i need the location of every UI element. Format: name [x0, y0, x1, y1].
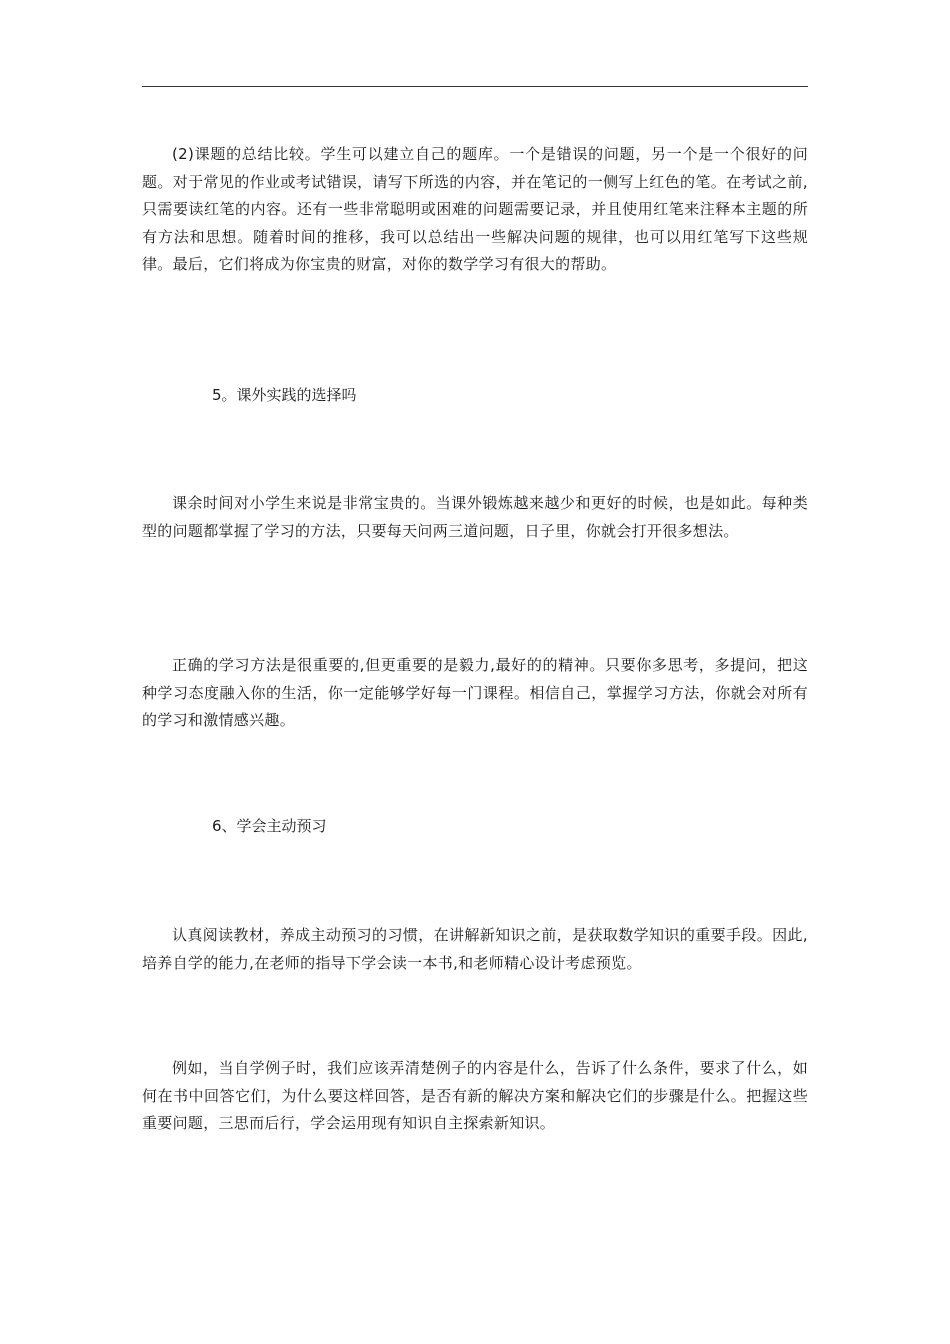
section-heading-6: 6、学会主动预习 [212, 817, 327, 835]
paragraph-summary-comparison: (2)课题的总结比较。学生可以建立自己的题库。一个是错误的问题，另一个是一个很好的问题。对于常见的作业或考试错误，请写下所选的内容，并在笔记的一侧写上红色的笔。在考试之前,只需要读红笔的内容。还有一些非常聪明或困难的问题需要记录，并且使用红笔来注释本主题的所有方法和思想。随着时间的推移，我可以总结出一些解决问题的规律，也可以用红笔写下这些规律。最后，它们将成为你宝贵的财富，对你的数学学习有很大的帮助。 [142, 145, 808, 273]
header-rule [142, 86, 808, 87]
paragraph-example-study: 例如，当自学例子时，我们应该弄清楚例子的内容是什么，告诉了什么条件，要求了什么，如何在书中回答它们，为什么要这样回答，是否有新的解决方案和解决它们的步骤是什么。把握这些重要问题，三思而后行，学会运用现有知识自主探索新知识。 [142, 1059, 808, 1132]
section-heading-5: 5。课外实践的选择吗 [212, 386, 357, 404]
paragraph-preview-textbook: 认真阅读教材，养成主动预习的习惯，在讲解新知识之前，是获取数学知识的重要手段。因此,培养自学的能力,在老师的指导下学会读一本书,和老师精心设计考虑预览。 [142, 926, 808, 972]
paragraph-learning-method: 正确的学习方法是很重要的,但更重要的是毅力,最好的的精神。只要你多思考，多提问，把这种学习态度融入你的生活，你一定能够学好每一门课程。相信自己，掌握学习方法，你就会对所有的学习和激情感兴趣。 [142, 656, 808, 729]
paragraph-spare-time: 课余时间对小学生来说是非常宝贵的。当课外锻炼越来越少和更好的时候，也是如此。每种类型的问题都掌握了学习的方法，只要每天问两三道问题，日子里，你就会打开很多想法。 [142, 494, 808, 540]
